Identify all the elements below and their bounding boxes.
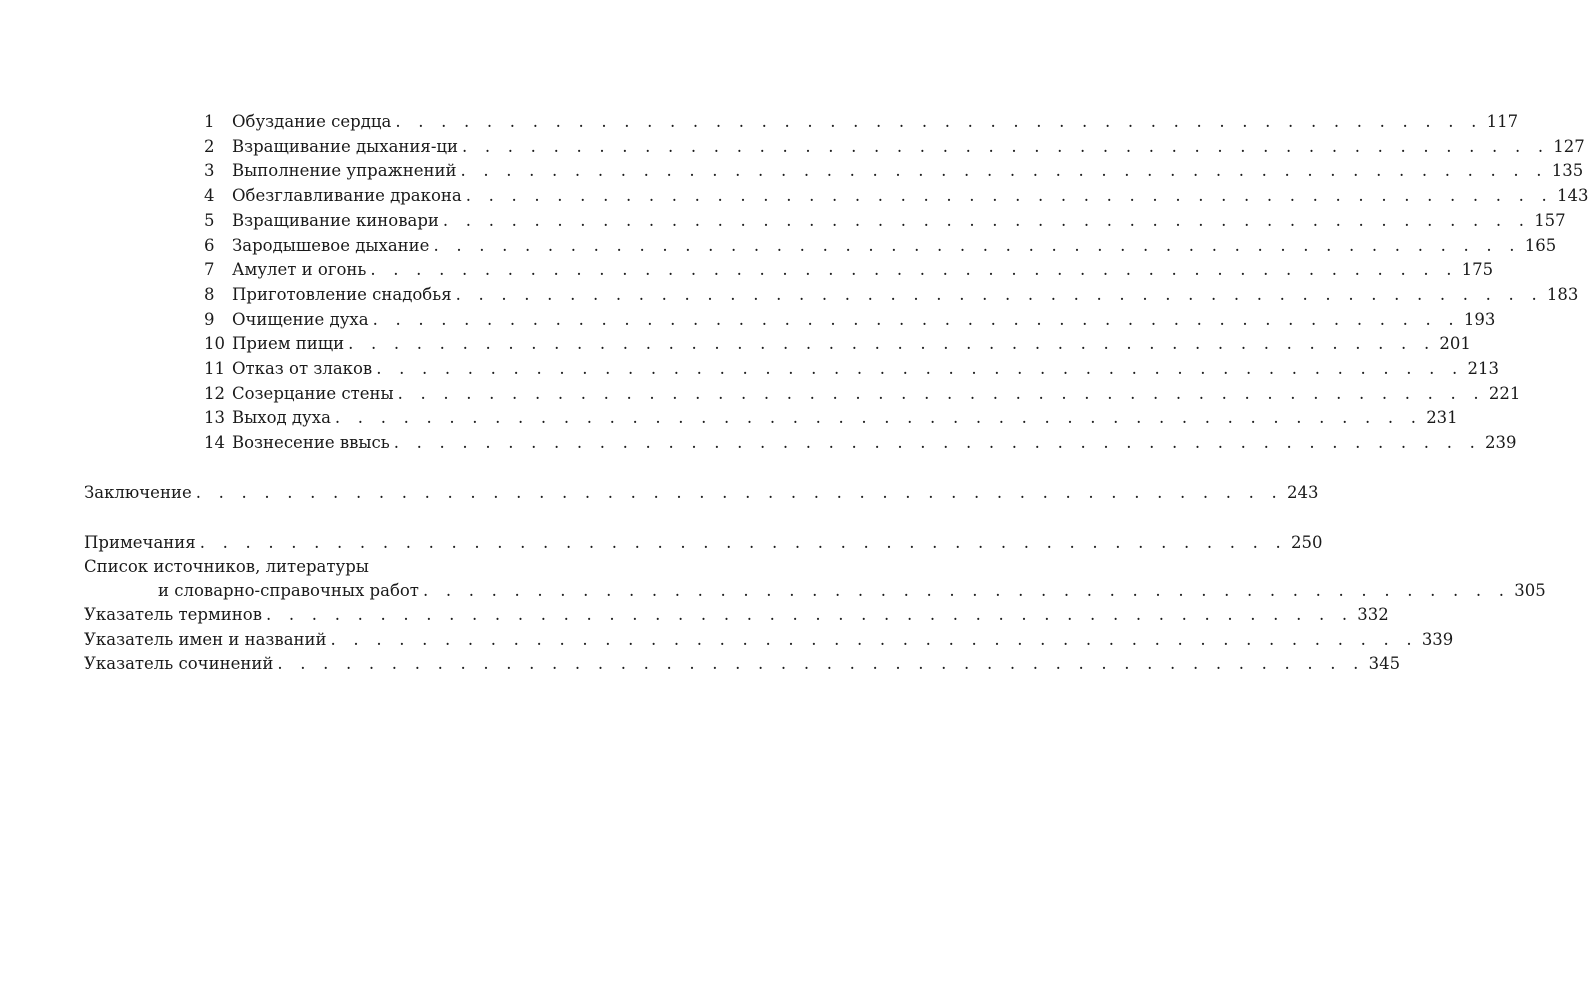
dot-leader: . . . . . . . . . . . . . . . . . . . . . . . . . . . . . . . . . . . . . . . . . . . . . . . . bbox=[266, 605, 1354, 624]
toc-entry-page: 193 bbox=[1463, 309, 1496, 329]
chapter-number: 5 bbox=[204, 210, 215, 230]
toc-entry-title: Прием пищи bbox=[232, 334, 345, 354]
dot-leader: . . . . . . . . . . . . . . . . . . . . . . . . . . . . . . . . . . . . . . . . . . . . . . . . bbox=[462, 136, 1550, 156]
toc-entry-title: Очищение духа bbox=[232, 309, 369, 329]
toc-entry-title: и словарно-справочных работ bbox=[158, 581, 419, 600]
dot-leader: . . . . . . . . . . . . . . . . . . . . . . . . . . . . . . . . . . . . . . . . . . . . . . . . bbox=[372, 309, 1460, 329]
dot-leader: . . . . . . . . . . . . . . . . . . . . . . . . . . . . . . . . . . . . . . . . . . . . . . . . bbox=[199, 533, 1287, 552]
toc-entry-title: Отказ от злаков bbox=[232, 359, 373, 378]
dot-leader: . . . . . . . . . . . . . . . . . . . . . . . . . . . . . . . . . . . . . . . . . . . . . . . . bbox=[370, 260, 1458, 280]
toc-entry-page: 135 bbox=[1551, 161, 1584, 181]
toc-entry-page: 345 bbox=[1368, 654, 1401, 673]
dot-leader: . . . . . . . . . . . . . . . . . . . . . . . . . . . . . . . . . . . . . . . . . . . . . . . . bbox=[195, 483, 1283, 502]
toc-entry-page: 201 bbox=[1439, 334, 1471, 354]
toc-entry-title: Указатель сочинений bbox=[84, 654, 274, 673]
chapter-number: 2 bbox=[204, 136, 215, 156]
toc-entry-page: 165 bbox=[1524, 235, 1557, 255]
toc-entry-page: 305 bbox=[1514, 581, 1546, 600]
toc-entry-title: Созерцание стены bbox=[232, 383, 394, 403]
toc-entry-title: Взращивание киновари bbox=[232, 210, 439, 230]
dot-leader: . . . . . . . . . . . . . . . . . . . . . . . . . . . . . . . . . . . . . . . . . . . . . . . . bbox=[376, 359, 1464, 378]
toc-entry-title: Примечания bbox=[84, 533, 196, 552]
toc-entry-title: Зародышевое дыхание bbox=[232, 235, 430, 255]
toc-entry-title: Указатель имен и названий bbox=[84, 630, 327, 649]
toc-entry-title: Приготовление снадобья bbox=[232, 284, 452, 304]
toc-entry-page: 339 bbox=[1421, 630, 1454, 649]
chapter-number: 10 bbox=[204, 334, 225, 354]
toc-entry-chapter[interactable] bbox=[204, 332, 1471, 356]
chapter-number: 11 bbox=[204, 359, 225, 378]
chapter-number: 14 bbox=[204, 433, 225, 453]
toc-entry-conclusion[interactable] bbox=[84, 481, 1319, 505]
toc-entry-chapter[interactable] bbox=[204, 110, 1519, 134]
toc-entry-names-index[interactable] bbox=[84, 628, 1454, 652]
dot-leader: . . . . . . . . . . . . . . . . . . . . . . . . . . . . . . . . . . . . . . . . . . . . . . . . bbox=[460, 161, 1548, 181]
toc-entry-sources[interactable] bbox=[158, 579, 1546, 603]
toc-entry-chapter[interactable] bbox=[204, 382, 1521, 406]
toc-entry-page: 243 bbox=[1286, 483, 1319, 502]
dot-leader: . . . . . . . . . . . . . . . . . . . . . . . . . . . . . . . . . . . . . . . . . . . . . . . . bbox=[393, 433, 1482, 453]
toc-entry-page: 250 bbox=[1290, 533, 1323, 552]
dot-leader: . . . . . . . . . . . . . . . . . . . . . . . . . . . . . . . . . . . . . . . . . . . . . . . . bbox=[397, 383, 1485, 403]
toc-entry-chapter[interactable] bbox=[204, 431, 1517, 455]
toc-entry-page: 175 bbox=[1461, 260, 1494, 280]
toc-entry-page: 332 bbox=[1357, 605, 1389, 624]
dot-leader: . . . . . . . . . . . . . . . . . . . . . . . . . . . . . . . . . . . . . . . . . . . . . . . . bbox=[277, 654, 1365, 673]
toc-entry-chapter[interactable] bbox=[204, 135, 1585, 159]
toc-entry-page: 143 bbox=[1557, 186, 1589, 206]
dot-leader: . . . . . . . . . . . . . . . . . . . . . . . . . . . . . . . . . . . . . . . . . . . . . . . . bbox=[348, 334, 1436, 354]
toc-entry-chapter[interactable] bbox=[204, 159, 1584, 183]
dot-leader: . . . . . . . . . . . . . . . . . . . . . . . . . . . . . . . . . . . . . . . . . . . . . . . . bbox=[465, 186, 1553, 206]
toc-entry-title: Заключение bbox=[84, 483, 192, 502]
chapter-number: 3 bbox=[204, 161, 215, 181]
toc-entry-chapter[interactable] bbox=[204, 234, 1557, 258]
toc-entry-title: Взращивание дыхания-ци bbox=[232, 136, 459, 156]
toc-entry-chapter[interactable] bbox=[204, 308, 1496, 332]
toc-entry-chapter[interactable] bbox=[204, 258, 1494, 282]
chapter-number: 1 bbox=[204, 112, 215, 131]
toc-entry-chapter[interactable] bbox=[204, 283, 1579, 307]
chapter-number: 6 bbox=[204, 235, 215, 255]
toc-entry-page: 127 bbox=[1553, 136, 1585, 156]
toc-entry-page: 239 bbox=[1485, 433, 1517, 453]
toc-entry-title: Обезглавливание дракона bbox=[232, 186, 462, 206]
toc-entry-chapter[interactable] bbox=[204, 209, 1566, 233]
dot-leader: . . . . . . . . . . . . . . . . . . . . . . . . . . . . . . . . . . . . . . . . . . . . . . . . bbox=[395, 112, 1483, 131]
toc-entry-page: 117 bbox=[1486, 112, 1519, 131]
toc-entry-page: 221 bbox=[1488, 383, 1521, 403]
chapter-number: 4 bbox=[204, 186, 215, 206]
chapter-number: 13 bbox=[204, 408, 225, 428]
dot-leader: . . . . . . . . . . . . . . . . . . . . . . . . . . . . . . . . . . . . . . . . . . . . . . . . bbox=[433, 235, 1521, 255]
toc-entry-chapter[interactable] bbox=[204, 184, 1589, 208]
toc-entry-title: Указатель терминов bbox=[84, 605, 263, 624]
toc-entry-title: Вознесение ввысь bbox=[232, 433, 390, 453]
dot-leader: . . . . . . . . . . . . . . . . . . . . . . . . . . . . . . . . . . . . . . . . . . . . . . . . bbox=[422, 581, 1511, 600]
toc-entry-chapter[interactable] bbox=[204, 406, 1458, 430]
dot-leader: . . . . . . . . . . . . . . . . . . . . . . . . . . . . . . . . . . . . . . . . . . . . . . . . bbox=[330, 630, 1418, 649]
toc-entry-title: Список источников, литературы bbox=[84, 557, 369, 576]
chapter-number: 8 bbox=[204, 284, 215, 304]
chapter-number: 7 bbox=[204, 260, 215, 280]
chapter-number: 12 bbox=[204, 383, 225, 403]
dot-leader: . . . . . . . . . . . . . . . . . . . . . . . . . . . . . . . . . . . . . . . . . . . . . . . . bbox=[455, 284, 1543, 304]
toc-entry-notes[interactable] bbox=[84, 531, 1323, 555]
toc-entry-works-index[interactable] bbox=[84, 652, 1401, 676]
chapter-number: 9 bbox=[204, 309, 215, 329]
toc-entry-page: 213 bbox=[1467, 359, 1499, 378]
toc-entry-page: 183 bbox=[1546, 284, 1579, 304]
toc-entry-chapter[interactable] bbox=[204, 357, 1499, 381]
toc-entry-title: Обуздание сердца bbox=[232, 112, 392, 131]
toc-entry-terms-index[interactable] bbox=[84, 603, 1389, 627]
toc-entry-title: Амулет и огонь bbox=[232, 260, 367, 280]
toc-entry-page: 157 bbox=[1534, 210, 1566, 230]
dot-leader: . . . . . . . . . . . . . . . . . . . . . . . . . . . . . . . . . . . . . . . . . . . . . . . . bbox=[334, 408, 1423, 428]
toc-entry-page: 231 bbox=[1426, 408, 1458, 428]
toc-entry-title: Выполнение упражнений bbox=[232, 161, 457, 181]
toc-entry-sources-line1[interactable] bbox=[84, 555, 554, 579]
toc-entry-title: Выход духа bbox=[232, 408, 331, 428]
dot-leader: . . . . . . . . . . . . . . . . . . . . . . . . . . . . . . . . . . . . . . . . . . . . . . . . bbox=[442, 210, 1531, 230]
